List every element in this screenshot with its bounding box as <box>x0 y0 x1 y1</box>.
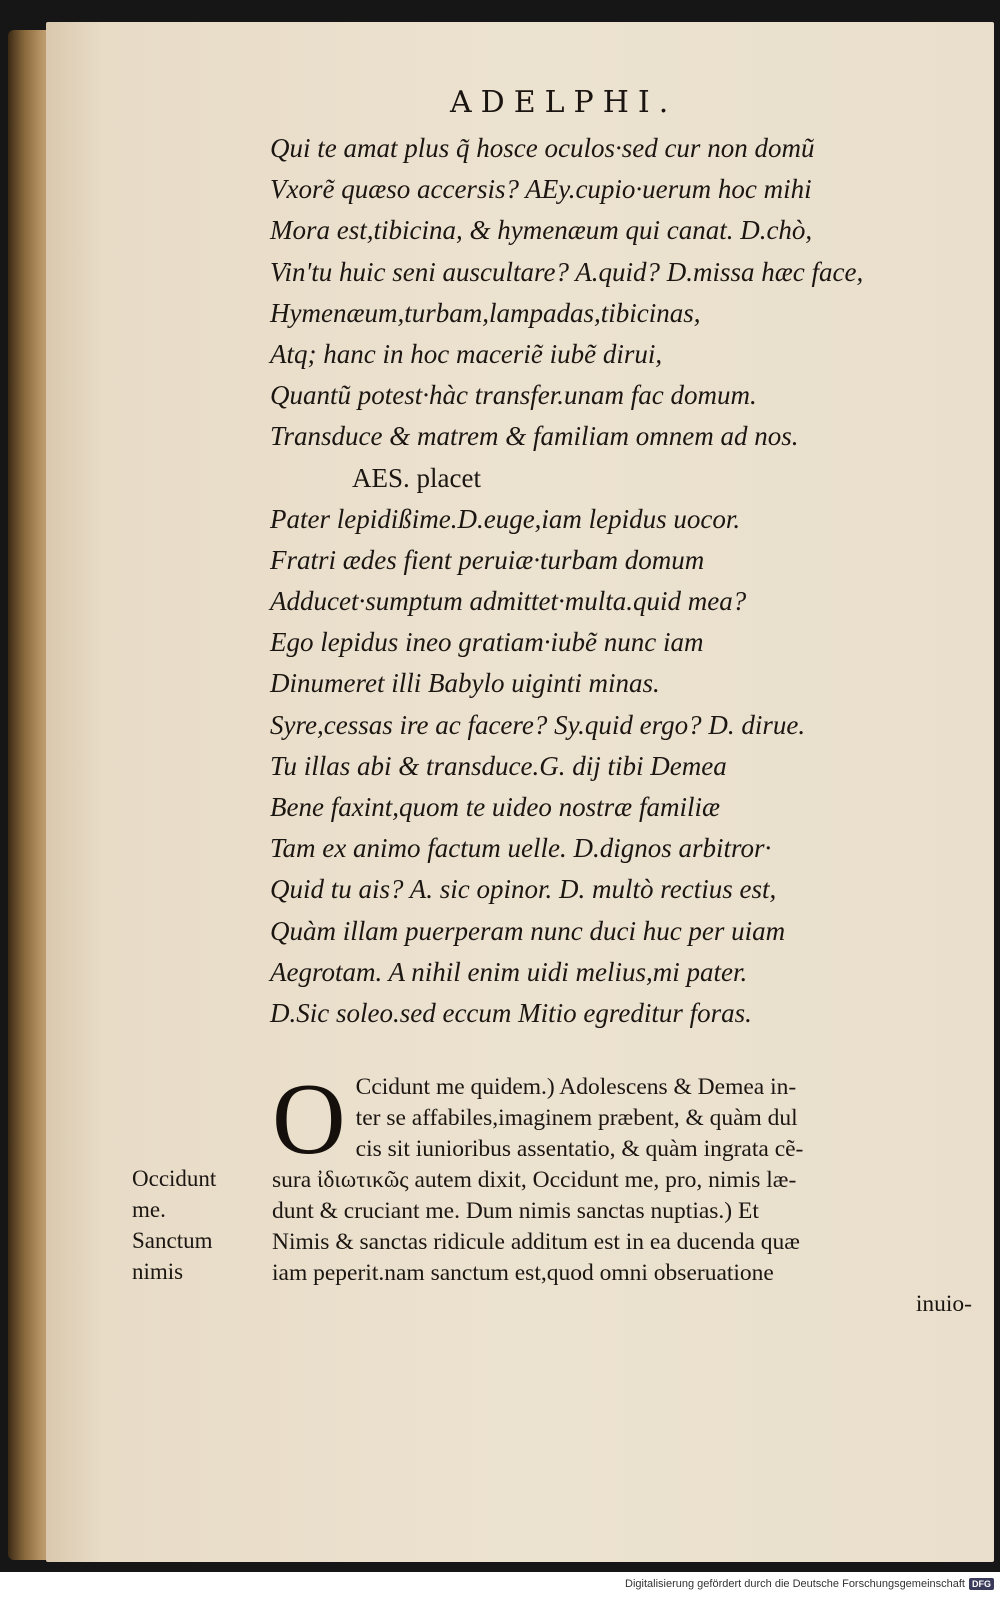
marginal-note: nimis <box>132 1259 184 1284</box>
marginal-note: me. <box>132 1197 166 1222</box>
digitization-footer <box>625 1578 994 1590</box>
verse-line: Pater lepidißime.D.euge,iam lepidus uocor. <box>270 503 741 534</box>
verse-line: Quàm illam puerperam nunc duci huc per uiam <box>270 915 786 946</box>
commentary-line: sura ἰδιωτικῶς autem dixit, Occidunt me, pro, nimis læ- <box>272 1167 797 1193</box>
commentary-line: cis sit iunioribus assentatio, & quàm ingrata cẽ- <box>355 1136 804 1162</box>
verse-line: Adducet·sumptum admittet·multa.quid mea? <box>270 586 747 617</box>
commentary-line: Ccidunt me quidem.) Adolescens & Demea in- <box>355 1074 797 1100</box>
commentary-line: dunt & cruciant me. Dum nimis sanctas nuptias.) Et <box>272 1198 759 1224</box>
verse-line: Syre,cessas ire ac facere? Sy.quid ergo? D. dirue. <box>270 709 806 740</box>
dfg-logo: DFG <box>969 1578 994 1590</box>
verse-line: D.Sic soleo.sed eccum Mitio egreditur foras. <box>270 997 752 1028</box>
verse-text <box>270 128 970 1034</box>
commentary-block <box>272 1063 972 1320</box>
verse-line: Quid tu ais? A. sic opinor. D. multò rectius est, <box>270 874 777 905</box>
verse-line: Transduce & matrem & familiam omnem ad nos. <box>270 421 799 452</box>
verse-line: Hymenæum,turbam,lampadas,tibicinas, <box>270 297 701 328</box>
drop-cap: O <box>272 1063 346 1176</box>
verse-line: Tam ex animo factum uelle. D.dignos arbitror· <box>270 833 772 864</box>
verse-line: Vin'tu huic seni auscultare? A.quid? D.missa hæc face, <box>270 256 864 287</box>
commentary-line: Nimis & sanctas ridicule additum est in ea ducenda quæ <box>272 1229 800 1255</box>
commentary-line: ter se affabiles,imaginem præbent, & quàm dul <box>355 1105 798 1131</box>
marginal-note: Sanctum <box>132 1228 213 1253</box>
verse-line: Mora est,tibicina, & hymenæum qui canat. D.chò, <box>270 215 813 246</box>
verse-line: Quantũ potest·hàc transfer.unam fac domum. <box>270 380 757 411</box>
marginal-note: Occidunt <box>132 1166 217 1191</box>
verse-line: Ego lepidus ineo gratiam·iubẽ nunc iam <box>270 627 704 658</box>
verse-line: Vxorẽ quæso accersis? AEy.cupio·uerum hoc mihi <box>270 174 812 205</box>
verse-line: Qui te amat plus q̃ hosce oculos·sed cur non domũ <box>270 133 815 163</box>
verse-line: Aegrotam. A nihil enim uidi melius,mi pater. <box>270 956 748 987</box>
running-head: ADELPHI. <box>450 85 678 120</box>
verse-line: Fratri ædes fient peruiæ·turbam domum <box>270 544 705 575</box>
footer-text: Digitalisierung gefördert durch die Deutsche Forschungsgemeinschaft <box>625 1578 965 1590</box>
verse-line: Atq; hanc in hoc maceriẽ iubẽ dirui, <box>270 338 663 369</box>
commentary-line: iam peperit.nam sanctum est,quod omni obseruatione <box>272 1260 774 1286</box>
verse-line-speaker: AES. placet <box>352 462 481 493</box>
verse-line: Dinumeret illi Babylo uiginti minas. <box>270 668 660 699</box>
catchword: inuio- <box>915 1291 972 1317</box>
marginal-notes <box>132 1163 262 1287</box>
verse-line: Tu illas abi & transduce.G. dij tibi Demea <box>270 750 727 781</box>
verse-line: Bene faxint,quom te uideo nostræ familiæ <box>270 792 720 822</box>
